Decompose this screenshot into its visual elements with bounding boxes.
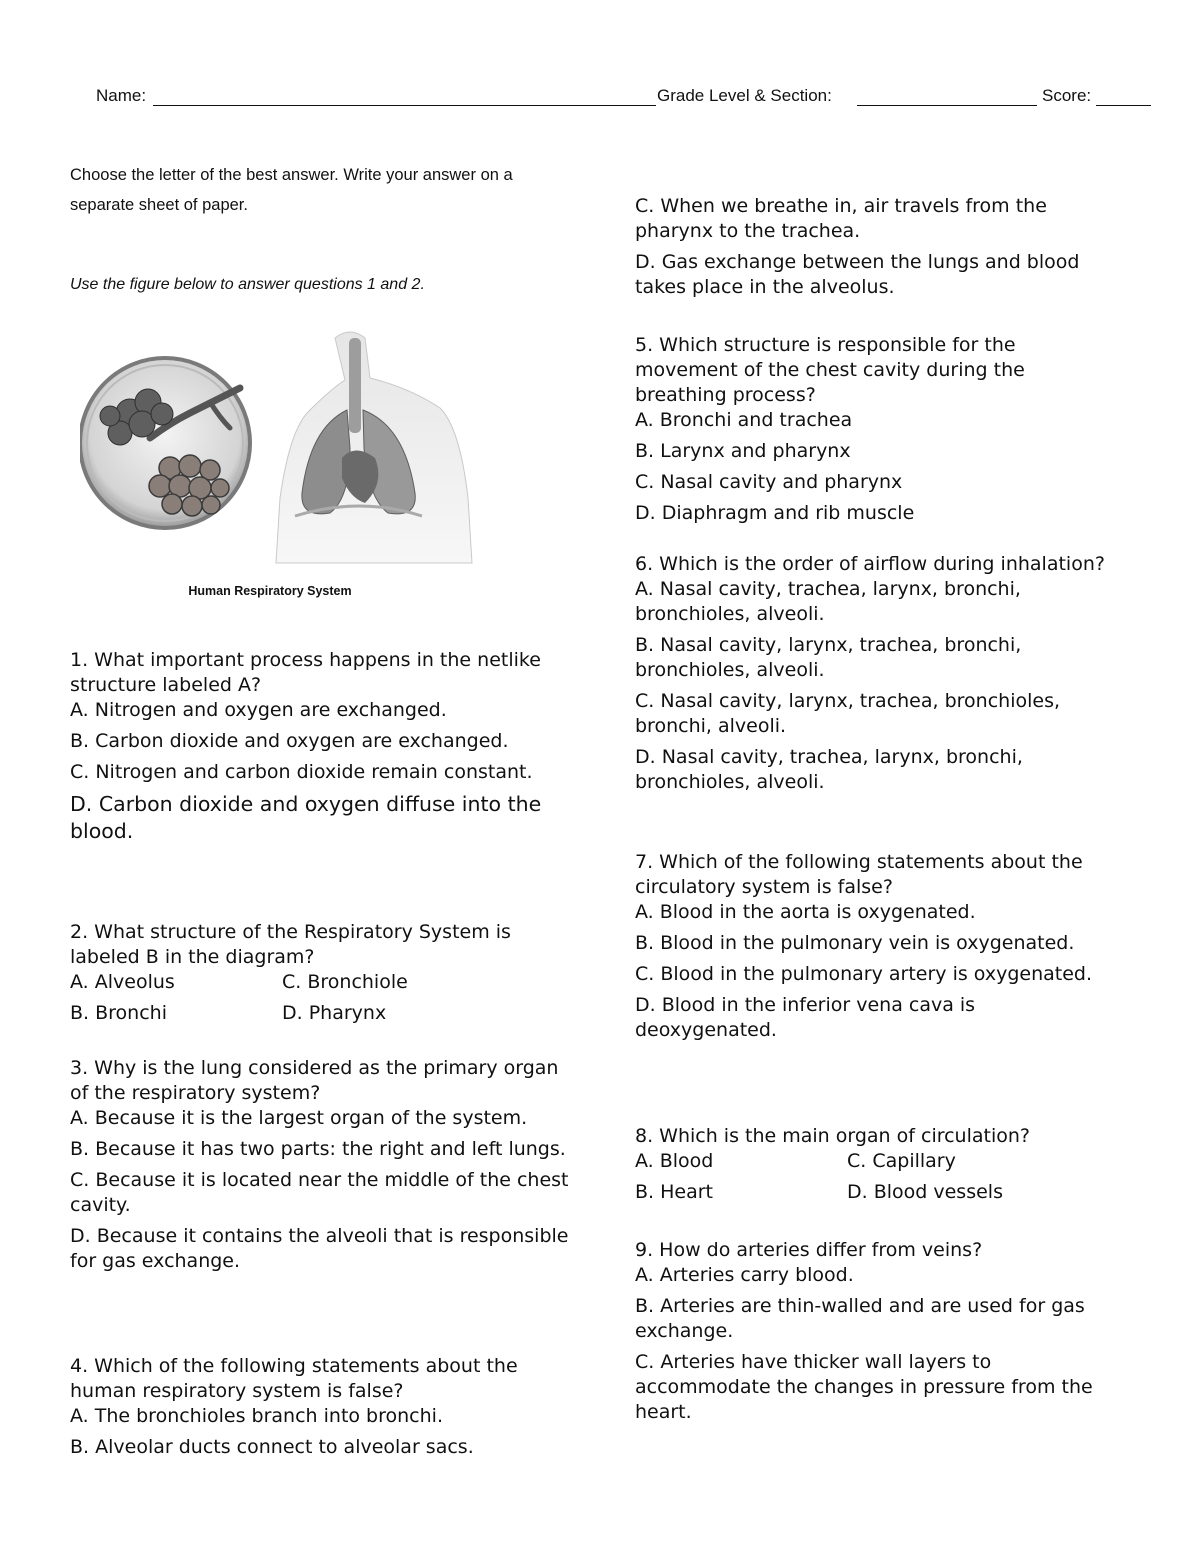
question-stem: 5. Which structure is responsible for the movement of the chest cavity during the breathing process? (635, 334, 1025, 406)
option-d: D. Blood vessels (847, 1181, 1003, 1203)
option-c: C. Nitrogen and carbon dioxide remain constant. (70, 761, 533, 783)
name-label: Name: (96, 86, 147, 105)
question-4-continued (635, 194, 1115, 300)
question-2 (70, 920, 560, 1026)
option-c: C. Because it is located near the middle of the chest cavity. (70, 1169, 569, 1216)
option-c: C. Arteries have thicker wall layers to accommodate the changes in pressure from the heart. (635, 1351, 1093, 1423)
option-c: C. When we breathe in, air travels from the pharynx to the trachea. (635, 195, 1047, 242)
respiratory-system-figure (80, 318, 490, 568)
option-c: C. Blood in the pulmonary artery is oxygenated. (635, 963, 1092, 985)
option-a: A. Nitrogen and oxygen are exchanged. (70, 699, 447, 721)
question-stem: 7. Which of the following statements about the circulatory system is false? (635, 851, 1083, 898)
question-1 (70, 648, 560, 845)
option-b: B. Carbon dioxide and oxygen are exchanged. (70, 730, 509, 752)
worksheet-header (96, 86, 1152, 112)
option-b: B. Nasal cavity, larynx, trachea, bronchi, bronchioles, alveoli. (635, 634, 1022, 681)
option-a: A. Arteries carry blood. (635, 1264, 854, 1286)
option-a: A. Nasal cavity, trachea, larynx, bronchi, bronchioles, alveoli. (635, 578, 1021, 625)
question-stem: 8. Which is the main organ of circulation? (635, 1125, 1031, 1147)
question-stem: 9. How do arteries differ from veins? (635, 1239, 983, 1261)
question-3 (70, 1056, 570, 1274)
question-stem: 3. Why is the lung considered as the primary organ of the respiratory system? (70, 1057, 559, 1104)
question-4 (70, 1354, 570, 1460)
option-d: D. Gas exchange between the lungs and blood takes place in the alveolus. (635, 251, 1080, 298)
option-b: B. Larynx and pharynx (635, 440, 851, 462)
option-d: D. Nasal cavity, trachea, larynx, bronchi, bronchioles, alveoli. (635, 746, 1023, 793)
options-row (635, 1180, 1115, 1205)
option-b: B. Alveolar ducts connect to alveolar sacs. (70, 1436, 474, 1458)
option-b: B. Bronchi (70, 1002, 167, 1024)
options-row (635, 1149, 1115, 1174)
option-b: B. Arteries are thin-walled and are used for gas exchange. (635, 1295, 1085, 1342)
instructions: Choose the letter of the best answer. Write your answer on a separate sheet of paper. (70, 166, 513, 214)
option-c: C. Bronchiole (282, 971, 408, 993)
option-a: A. The bronchioles branch into bronchi. (70, 1405, 443, 1427)
option-b: B. Because it has two parts: the right and left lungs. (70, 1138, 566, 1160)
option-c: C. Nasal cavity and pharynx (635, 471, 903, 493)
score-label: Score: (1042, 86, 1092, 105)
question-8 (635, 1124, 1115, 1205)
figure-note: Use the figure below to answer questions 1 and 2. (70, 276, 425, 293)
option-d: D. Pharynx (282, 1002, 387, 1024)
option-d: D. Blood in the inferior vena cava is deoxygenated. (635, 994, 976, 1041)
question-7 (635, 850, 1115, 1043)
question-stem: 2. What structure of the Respiratory System is labeled B in the diagram? (70, 921, 511, 968)
option-c: C. Capillary (847, 1150, 956, 1172)
name-blank-line (153, 105, 656, 106)
option-a: A. Blood in the aorta is oxygenated. (635, 901, 976, 923)
option-d: D. Diaphragm and rib muscle (635, 502, 915, 524)
question-6 (635, 552, 1125, 795)
option-a: A. Alveolus (70, 971, 175, 993)
score-blank-line (1096, 105, 1151, 106)
figure-caption: Human Respiratory System (188, 584, 352, 598)
grade-blank-line (857, 105, 1037, 106)
grade-level-label: Grade Level & Section: (657, 86, 832, 105)
option-d: D. Carbon dioxide and oxygen diffuse into the blood. (70, 792, 542, 843)
question-stem: 6. Which is the order of airflow during inhalation? (635, 553, 1105, 575)
option-c: C. Nasal cavity, larynx, trachea, bronchioles, bronchi, alveoli. (635, 690, 1061, 737)
question-stem: 1. What important process happens in the netlike structure labeled A? (70, 649, 541, 696)
question-stem: 4. Which of the following statements about the human respiratory system is false? (70, 1355, 518, 1402)
option-b: B. Blood in the pulmonary vein is oxygenated. (635, 932, 1075, 954)
option-b: B. Heart (635, 1181, 713, 1203)
option-d: D. Because it contains the alveoli that is responsible for gas exchange. (70, 1225, 569, 1272)
options-row (70, 970, 560, 995)
option-a: A. Because it is the largest organ of the system. (70, 1107, 528, 1129)
question-5 (635, 333, 1115, 526)
option-a: A. Blood (635, 1150, 714, 1172)
options-row (70, 1001, 560, 1026)
question-9 (635, 1238, 1120, 1425)
option-a: A. Bronchi and trachea (635, 409, 853, 431)
